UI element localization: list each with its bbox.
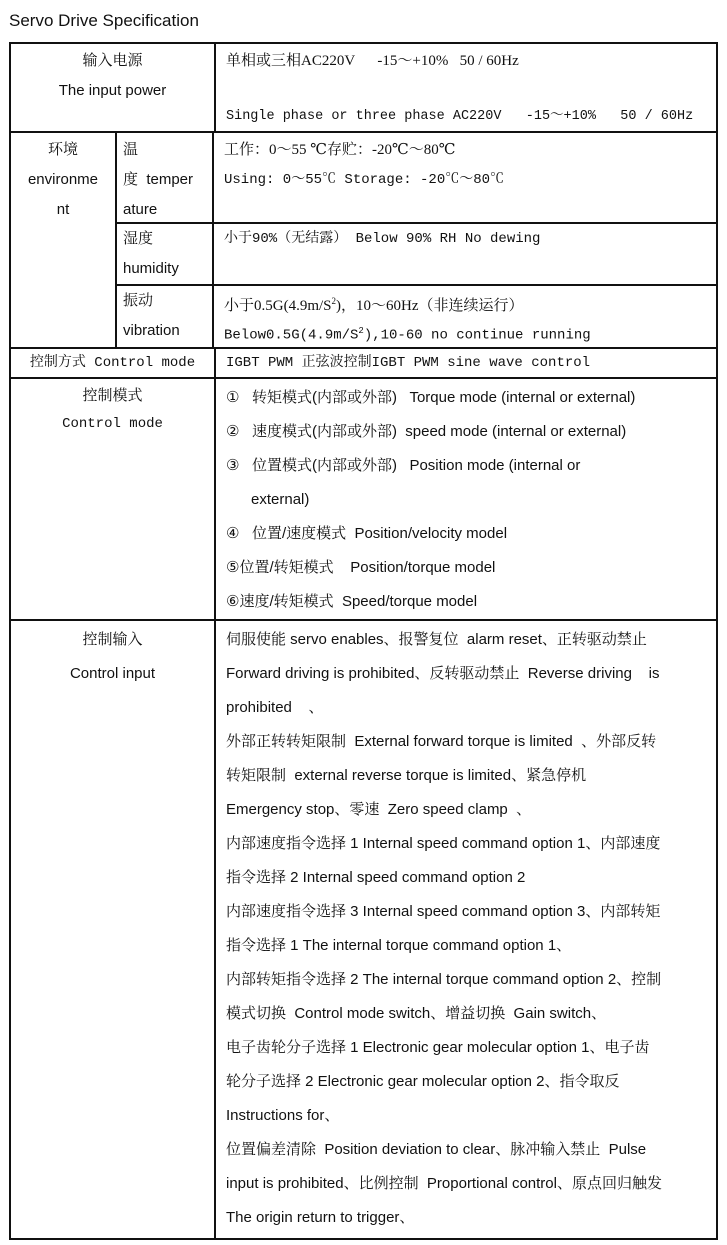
- temperature-value-cn: 工作：0～55 ℃存贮：-20℃～80℃: [224, 142, 456, 158]
- row-humidity: 湿度 humidity 小于90%（无结露） Below 90% RH No dewing: [115, 222, 716, 284]
- control-input-line: 内部转矩指令选择 2 The internal torque command option 2、控制: [226, 971, 662, 988]
- input-power-value-en: Single phase or three phase AC220V -15～+10% 50 / 60Hz: [226, 109, 694, 124]
- input-power-label-en: The input power: [58, 82, 167, 99]
- vibration-label: 振动: [123, 292, 154, 309]
- control-mode-item: ③ 位置模式(内部或外部) Position mode (internal or: [226, 457, 581, 474]
- input-power-value-cn: 单相或三相AC220V -15～+10% 50 / 60Hz: [226, 53, 519, 69]
- row-environment: 环境 environme nt 温 度 temper ature 工作：0～55 ℃存贮：-20℃～80℃ Using: 0～55℃ Storage: -20℃～80℃ 湿度 humidity 小于90%（无结露） Below 90% RH No dewing 振动 vibration 小于$0.5G(4.9m/S^2)$，10～60Hz（非连续运行） $Below0.5G(4.9m/S^2),10-60$ no continue running: [11, 131, 716, 347]
- control-input-line: 内部速度指令选择 1 Internal speed command option 1、内部速度: [226, 835, 661, 852]
- control-input-line: prohibited 、: [226, 699, 324, 716]
- control-input-line: 位置偏差清除 Position deviation to clear、脉冲输入禁止 Pulse: [226, 1141, 647, 1158]
- page-title: Servo Drive Specification: [9, 11, 199, 30]
- control-method-label: 控制方式 Control mode: [11, 349, 216, 377]
- control-input-line: 转矩限制 external reverse torque is limited、紧急停机: [226, 767, 587, 784]
- control-input-line: 外部正转转矩限制 External forward torque is limited 、外部反转: [226, 733, 657, 750]
- humidity-label: 湿度: [123, 230, 154, 247]
- row-temperature: 温 度 temper ature 工作：0～55 ℃存贮：-20℃～80℃ Using: 0～55℃ Storage: -20℃～80℃: [115, 133, 716, 222]
- control-input-line: Instructions for、: [226, 1107, 340, 1124]
- control-input-label-cn: 控制输入: [82, 631, 143, 648]
- control-mode-item: ⑥速度/转矩模式 Speed/torque model: [226, 593, 478, 610]
- control-mode-label-cn: 控制模式: [82, 387, 143, 404]
- control-input-line: 电子齿轮分子选择 1 Electronic gear molecular option 1、电子齿: [226, 1039, 650, 1056]
- environment-label: 环境: [47, 141, 78, 158]
- control-input-line: 模式切换 Control mode switch、增益切换 Gain switch、: [226, 1005, 607, 1022]
- row-control-input: [11, 619, 716, 1238]
- vibration-value-en: $Below0.5G(4.9m/S^2),10-60$ no continue running: [224, 326, 591, 344]
- row-control-method: [11, 347, 716, 377]
- control-input-line: The origin return to trigger、: [226, 1209, 415, 1226]
- control-input-line: Emergency stop、零速 Zero speed clamp 、: [226, 801, 532, 818]
- vibration-value-cn: 小于$0.5G(4.9m/S^2)$，10～60Hz（非连续运行）: [224, 296, 524, 314]
- control-mode-item: ② 速度模式(内部或外部) speed mode (internal or external): [226, 423, 627, 440]
- control-mode-item: ④ 位置/速度模式 Position/velocity model: [226, 525, 508, 542]
- control-method-value: IGBT PWM 正弦波控制IGBT PWM sine wave control: [226, 355, 591, 371]
- temperature-label: 温: [123, 141, 139, 158]
- temperature-value-en: Using: 0～55℃ Storage: -20℃～80℃: [224, 172, 505, 188]
- control-mode-label-en: Control mode: [62, 416, 163, 432]
- control-input-label-en: Control input: [69, 665, 156, 682]
- row-vibration: 振动 vibration 小于$0.5G(4.9m/S^2)$，10～60Hz（非连续运行） $Below0.5G(4.9m/S^2),10-60$ no continue running: [115, 284, 716, 347]
- control-mode-item: external): [226, 491, 310, 508]
- row-input-power: [11, 44, 716, 131]
- control-input-line: 轮分子选择 2 Electronic gear molecular option 2、指令取反: [226, 1073, 620, 1090]
- row-control-mode: [11, 377, 716, 619]
- control-input-line: input is prohibited、比例控制 Proportional control、原点回归触发: [226, 1175, 662, 1192]
- control-input-line: 伺服使能 servo enables、报警复位 alarm reset、正转驱动禁止: [226, 631, 647, 648]
- control-input-line: 指令选择 2 Internal speed command option 2: [226, 869, 526, 886]
- control-input-line: Forward driving is prohibited、反转驱动禁止 Reverse driving is: [226, 665, 660, 682]
- control-mode-item: ⑤位置/转矩模式 Position/torque model: [226, 559, 496, 576]
- control-input-line: 内部速度指令选择 3 Internal speed command option 3、内部转矩: [226, 903, 661, 920]
- humidity-value: 小于90%（无结露） Below 90% RH No dewing: [224, 231, 541, 247]
- spec-table: [9, 42, 718, 1240]
- input-power-label-cn: 输入电源: [82, 52, 143, 69]
- control-input-line: 指令选择 1 The internal torque command option 1、: [226, 937, 572, 954]
- control-mode-item: ① 转矩模式(内部或外部) Torque mode (internal or external): [226, 389, 636, 406]
